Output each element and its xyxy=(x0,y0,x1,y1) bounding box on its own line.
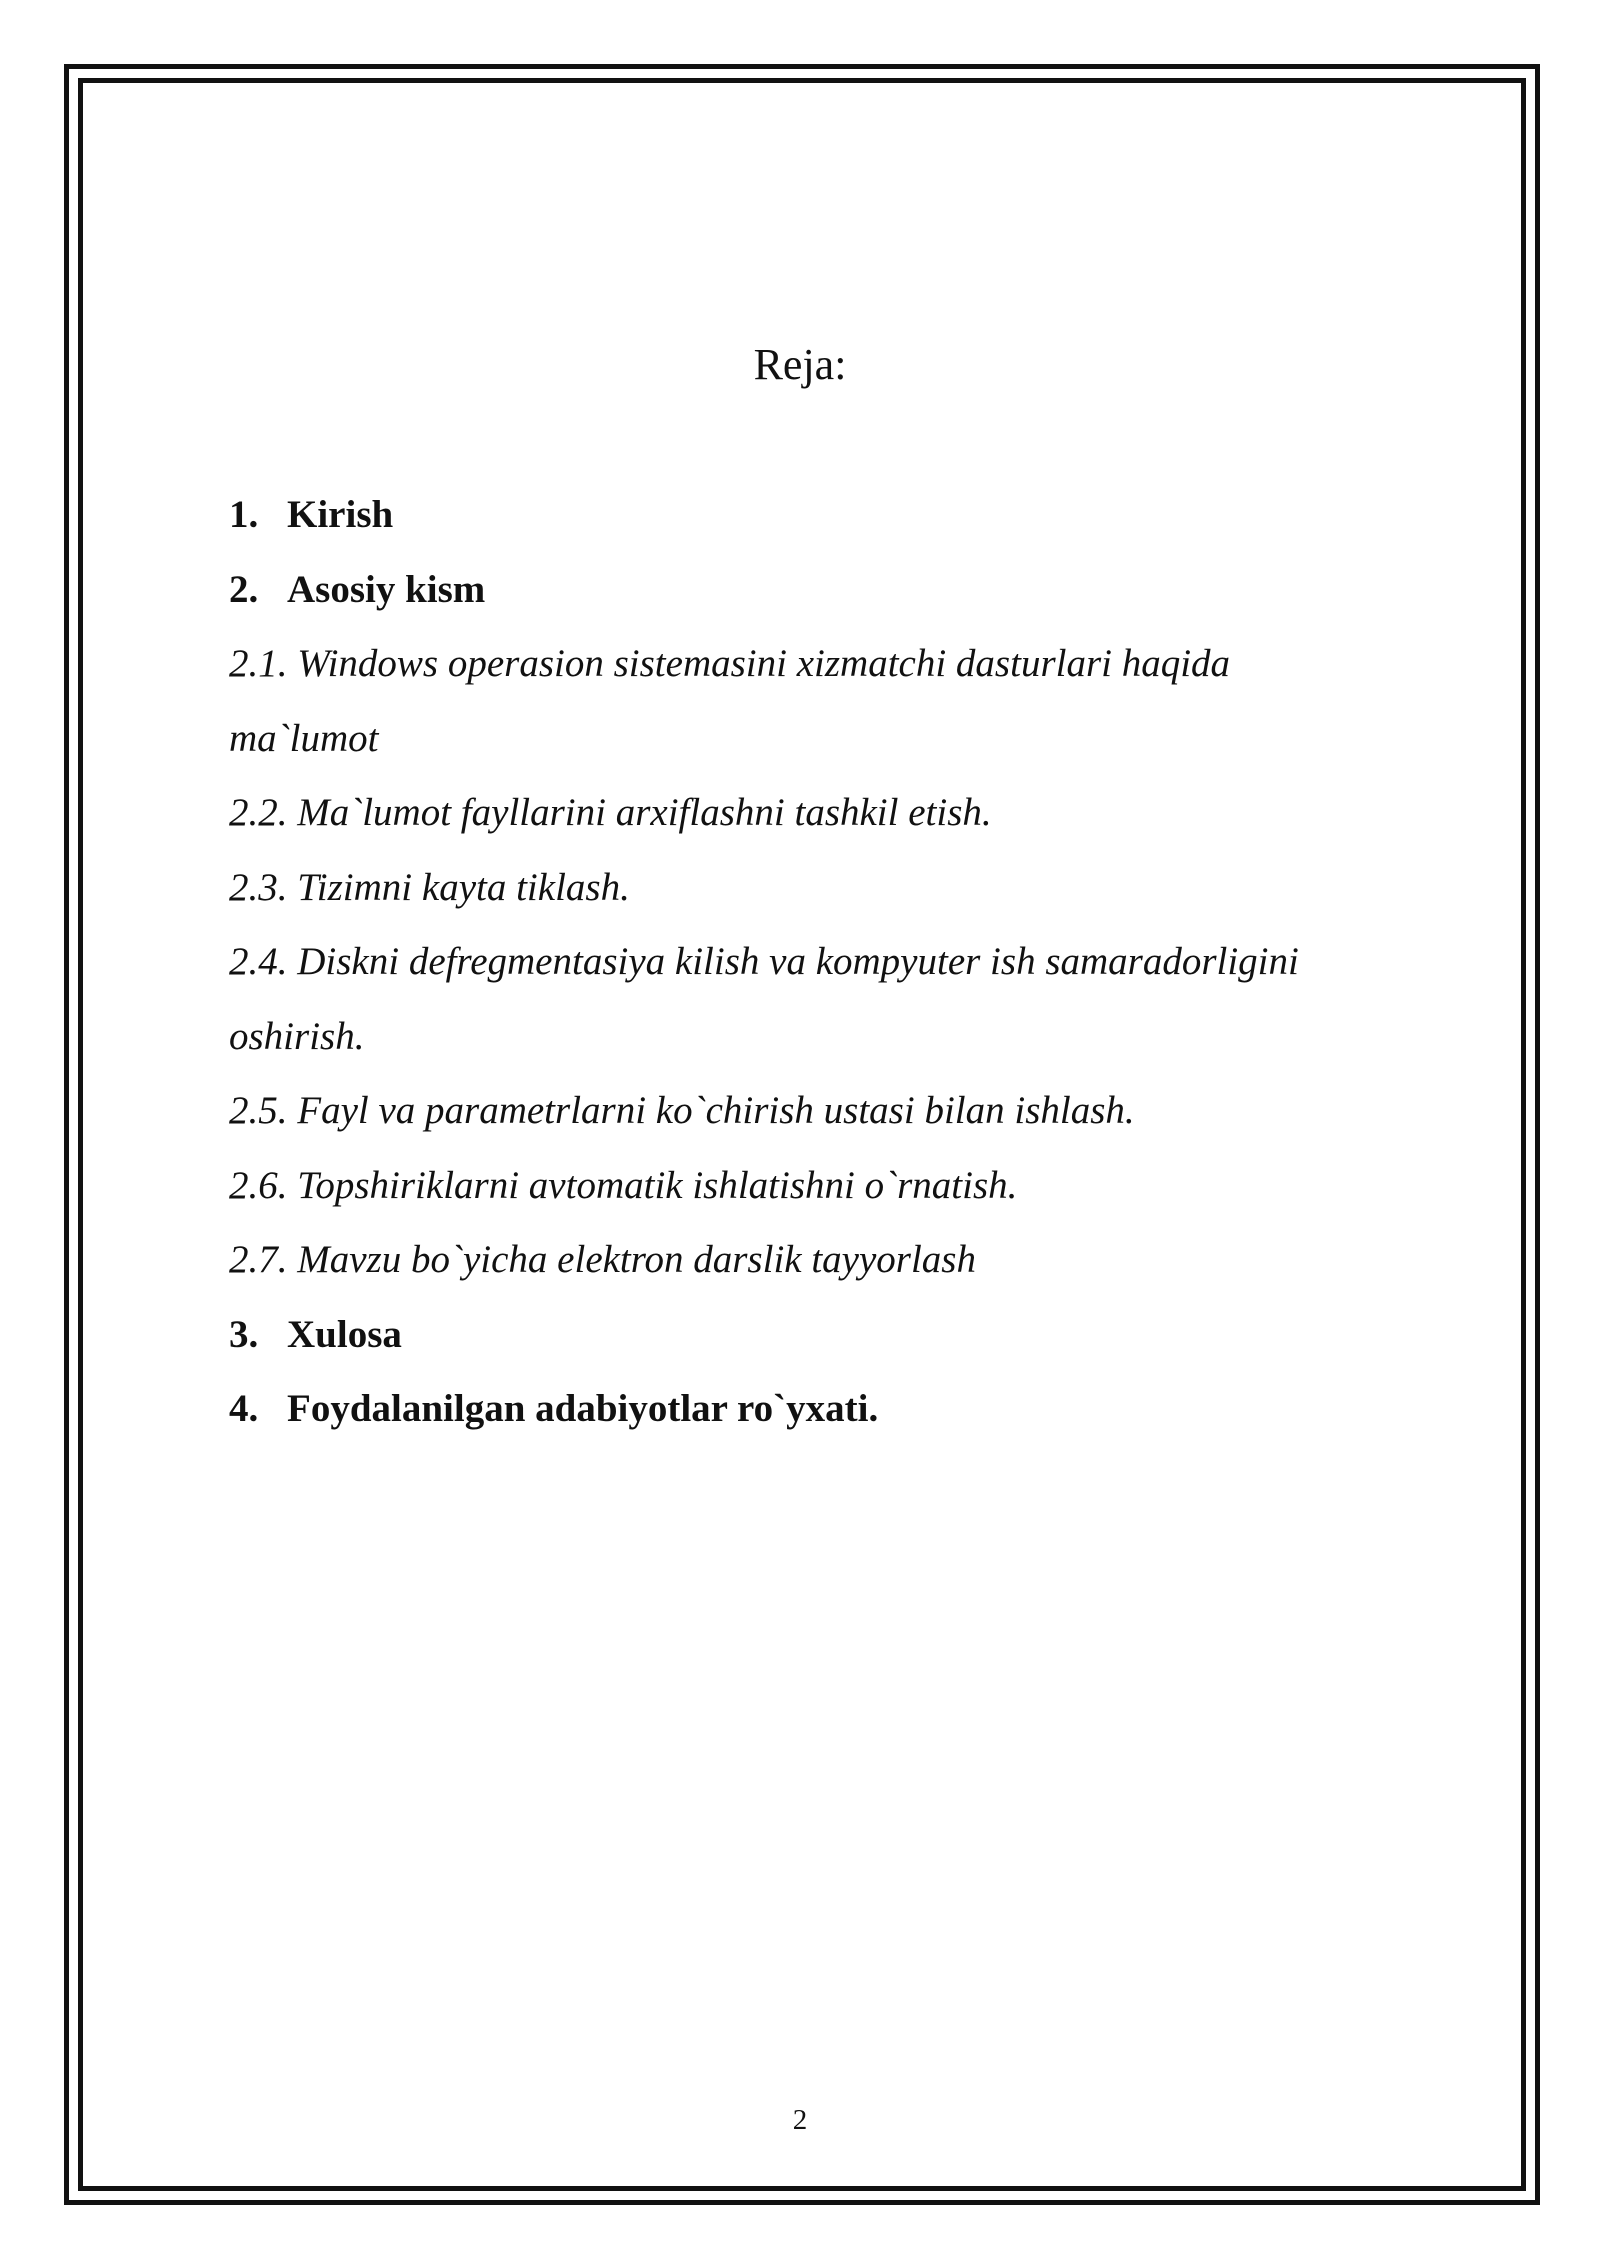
plan-subitem-2-1-line1: 2.1. Windows operasion sistemasini xizmatchi dasturlari haqida xyxy=(229,642,1231,685)
plan-item-adabiyotlar xyxy=(229,1372,1429,1447)
plan-item-asosiy-kism xyxy=(229,553,1429,628)
page-title: Reja: xyxy=(753,340,847,389)
plan-item-text: Asosiy kism xyxy=(287,567,486,611)
plan-item-text: Kirish xyxy=(287,493,394,536)
plan-item-text: Foydalanilgan adabiyotlar ro`yxati. xyxy=(287,1387,879,1430)
plan-item-xulosa xyxy=(229,1298,1429,1373)
page-number: 2 xyxy=(792,2104,808,2136)
plan-subitem-2-7: 2.7. Mavzu bo`yicha elektron darslik tayyorlash xyxy=(229,1238,976,1281)
plan-item-number: 4. xyxy=(229,1387,259,1430)
plan-subitem-2-2: 2.2. Ma`lumot fayllarini arxiflashni tashkil etish. xyxy=(229,791,992,834)
plan-subitem-2-5: 2.5. Fayl va parametrlarni ko`chirish ustasi bilan ishlash. xyxy=(229,1089,1135,1132)
plan-subitem-2-4-line2: oshirish. xyxy=(229,1014,365,1058)
plan-subitem-2-1-line2: ma`lumot xyxy=(229,716,379,760)
plan-item-number: 2. xyxy=(229,567,259,611)
plan-item-kirish xyxy=(229,478,1429,553)
plan-item-text: Xulosa xyxy=(287,1312,402,1356)
plan-subitem-2-4-line1: 2.4. Diskni defregmentasiya kilish va kompyuter ish samaradorligini xyxy=(229,940,1299,983)
plan-subitem-2-6: 2.6. Topshiriklarni avtomatik ishlatishni o`rnatish. xyxy=(229,1163,1018,1207)
plan-list xyxy=(229,478,1429,1447)
plan-subitem-2-3: 2.3. Tizimni kayta tiklash. xyxy=(229,865,630,909)
plan-item-number: 1. xyxy=(229,493,259,536)
plan-item-number: 3. xyxy=(229,1312,259,1356)
